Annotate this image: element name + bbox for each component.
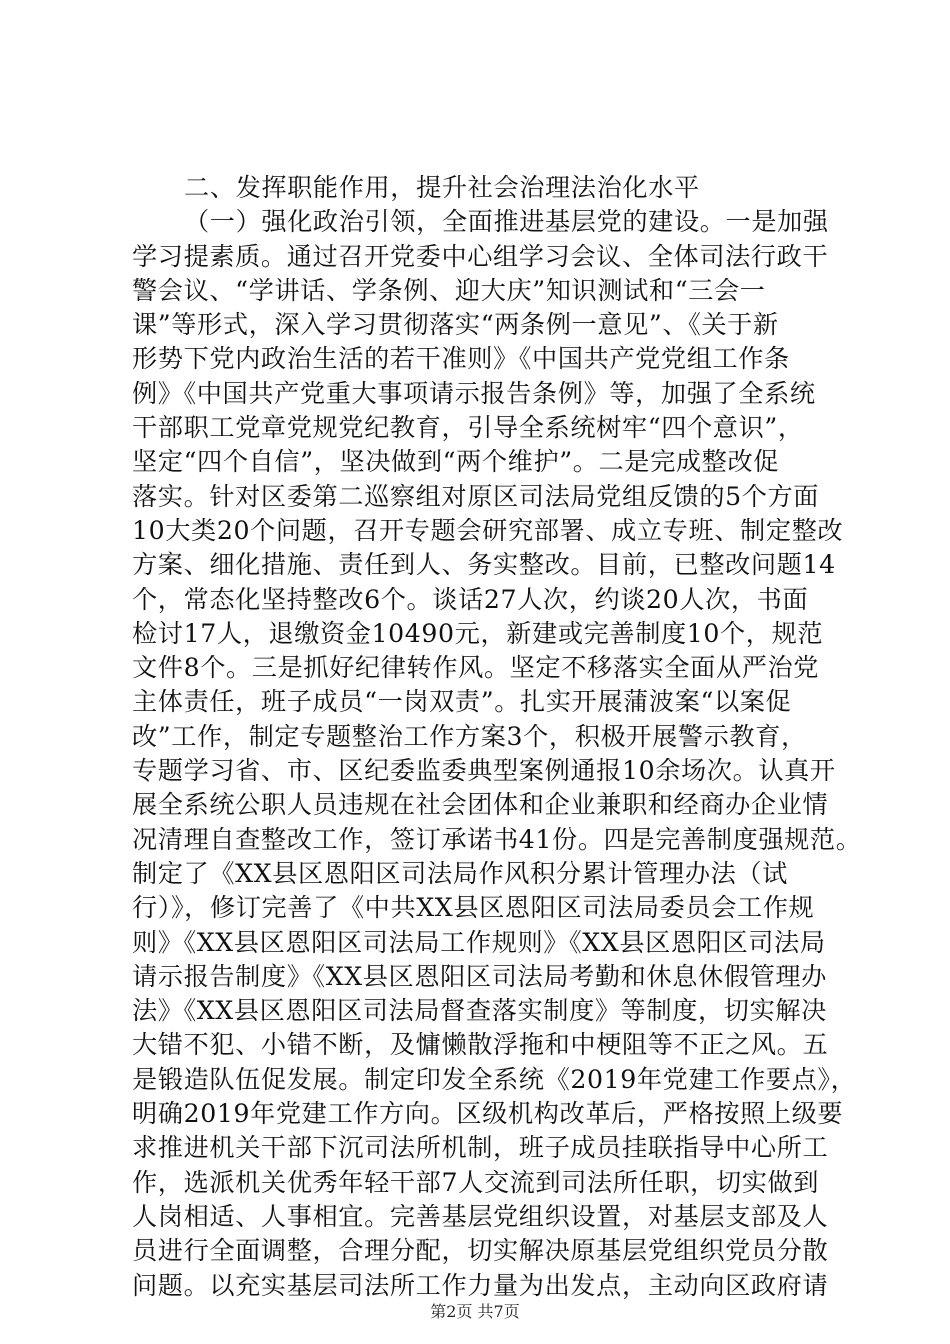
paragraph-line: 是锻造队伍促发展。制定印发全系统《2019年党建工作要点》， <box>132 1064 857 1094</box>
paragraph-line: 主体责任，班子成员“一岗双责”。扎实开展蒲波案“以案促 <box>132 687 792 717</box>
paragraph-line: 制定了《XX县区恩阳区司法局作风积分累计管理办法（试 <box>132 858 788 888</box>
page-number-footer: 第2页 共7页 <box>430 1302 520 1321</box>
paragraph-line: 10大类20个问题，召开专题会研究部署、成立专班、制定整改 <box>132 515 844 545</box>
paragraph-line: 员进行全面调整，合理分配，切实解决原基层党组织党员分散 <box>132 1236 829 1266</box>
paragraph-line: 况清理自查整改工作，签订承诺书41份。四是完善制度强规范。 <box>132 824 862 854</box>
paragraph-line: 学习提素质。通过召开党委中心组学习会议、全体司法行政干 <box>132 241 829 271</box>
paragraph-line: 大错不犯、小错不断，及慵懒散浮拖和中梗阻等不正之风。五 <box>132 1030 829 1060</box>
paragraph-line: 课”等形式，深入学习贯彻落实“两条例一意见”、《关于新 <box>132 310 779 340</box>
paragraph-line: 方案、细化措施、责任到人、务实整改。目前，已整改问题14 <box>132 550 836 580</box>
paragraph-line: 作，选派机关优秀年轻干部7人交流到司法所任职，切实做到 <box>132 1167 820 1197</box>
section-heading: 二、发挥职能作用，提升社会治理法治化水平 <box>184 173 700 202</box>
paragraph-line: 个，常态化坚持整改6个。谈话27人次，约谈20人次，书面 <box>132 584 809 614</box>
paragraph-line: 则》《XX县区恩阳区司法局工作规则》《XX县区恩阳区司法局 <box>132 927 826 957</box>
paragraph-line: 请示报告制度》《XX县区恩阳区司法局考勤和休息休假管理办 <box>132 961 827 991</box>
paragraph-line: 展全系统公职人员违规在社会团体和企业兼职和经商办企业情 <box>132 790 829 820</box>
paragraph-line: 警会议、“学讲话、学条例、迎大庆”知识测试和“三会一 <box>132 275 766 305</box>
paragraph-line: 改”工作，制定专题整治工作方案3个，积极开展警示教育， <box>132 721 807 751</box>
paragraph-line: 行）》，修订完善了《中共XX县区恩阳区司法局委员会工作规 <box>132 893 815 923</box>
paragraph-line: 坚定“四个自信”，坚决做到“两个维护”。二是完成整改促 <box>132 447 780 477</box>
paragraph-line: 问题。以充实基层司法所工作力量为出发点，主动向区政府请 <box>132 1270 829 1300</box>
paragraph-line: 专题学习省、市、区纪委监委典型案例通报10余场次。认真开 <box>132 756 836 786</box>
paragraph-line: 人岗相适、人事相宜。完善基层党组织设置，对基层支部及人 <box>132 1201 829 1231</box>
paragraph-line: 落实。针对区委第二巡察组对原区司法局党组反馈的5个方面 <box>132 481 820 511</box>
paragraph-line: （一）强化政治引领，全面推进基层党的建设。一是加强 <box>184 207 829 237</box>
paragraph-line: 例》《中国共产党重大事项请示报告条例》等，加强了全系统 <box>132 378 816 408</box>
paragraph-line: 法》《XX县区恩阳区司法局督查落实制度》等制度，切实解决 <box>132 996 827 1026</box>
paragraph-line: 干部职工党章党规党纪教育，引导全系统树牢“四个意识”， <box>132 413 804 443</box>
paragraph-line: 检讨17人，退缴资金10490元，新建或完善制度10个，规范 <box>132 618 824 648</box>
paragraph-line: 文件8个。三是抓好纪律转作风。坚定不移落实全面从严治党 <box>132 653 820 683</box>
paragraph-line: 明确2019年党建工作方向。区级机构改革后，严格按照上级要 <box>132 1099 844 1129</box>
paragraph-line: 求推进机关干部下沉司法所机制，班子成员挂联指导中心所工 <box>132 1133 829 1163</box>
document-body <box>132 171 862 1303</box>
paragraph-line: 形势下党内政治生活的若干准则》《中国共产党党组工作条 <box>132 344 790 374</box>
